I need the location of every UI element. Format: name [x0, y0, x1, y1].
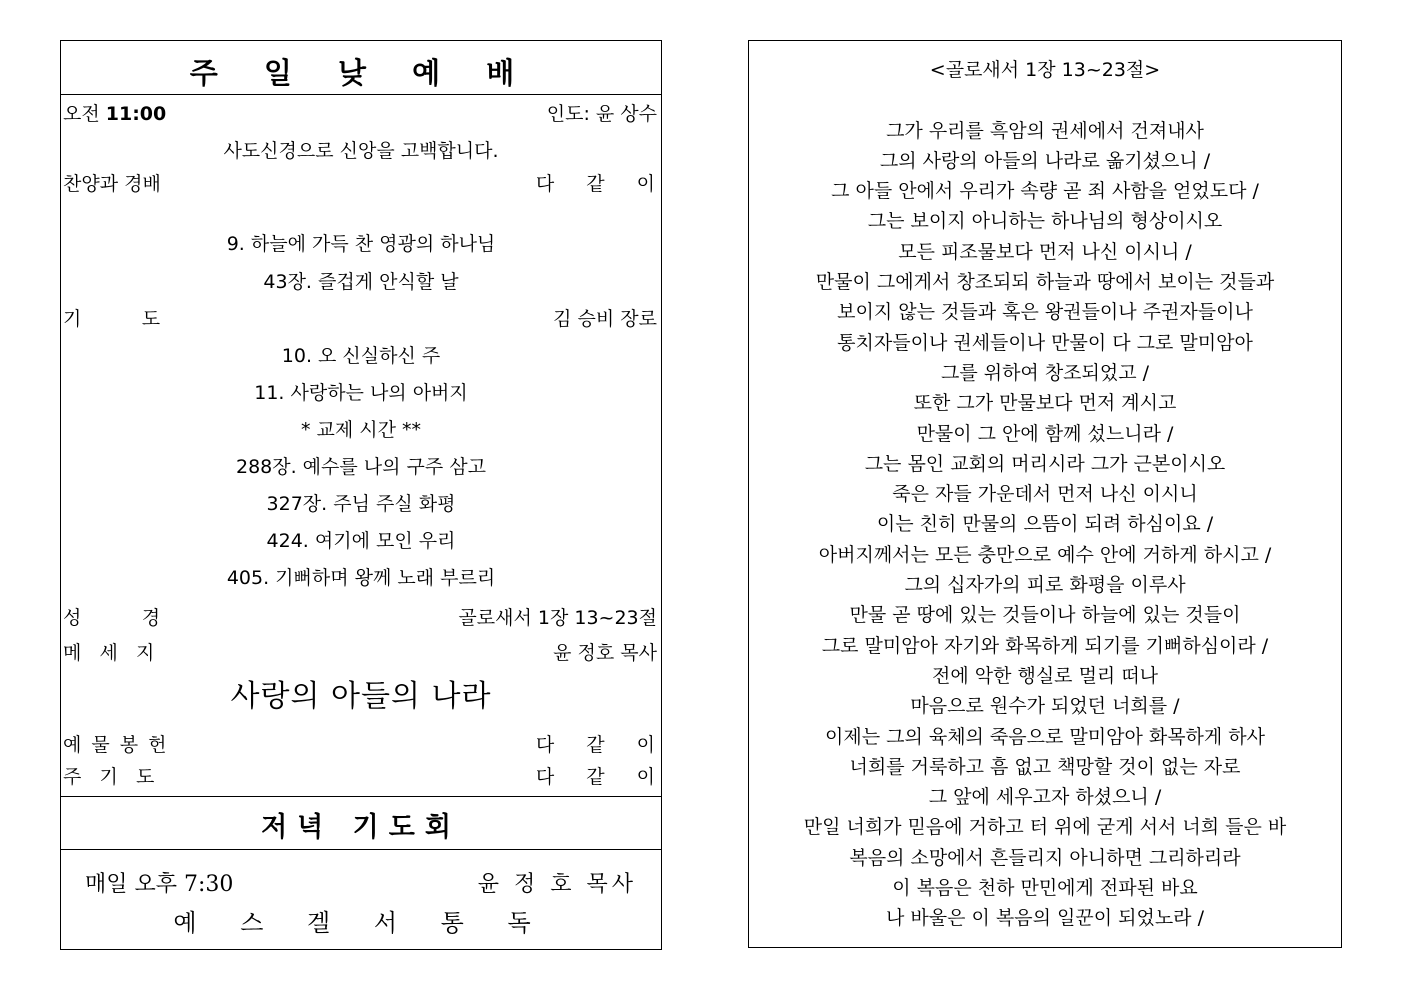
- verse-line: 전에 악한 행실로 멀리 떠나: [931, 664, 1159, 687]
- evening-prayer-title: 저녁 기도회: [261, 812, 461, 843]
- scripture-panel: [748, 40, 1342, 948]
- evening-schedule: 매일 오후 7:30: [85, 872, 234, 897]
- verse-line: 그는 보이지 아니하는 하나님의 형상이시오: [867, 210, 1223, 233]
- song-item: 10. 오 신실하신 주: [281, 345, 441, 367]
- lords-prayer-label: 주 기 도: [63, 766, 155, 788]
- bible-reading: 예 스 겔 서 통 독: [173, 909, 549, 937]
- scripture-ref: 골로새서 1장 13~23절: [458, 607, 657, 629]
- offering-who: 다 같 이: [535, 734, 657, 756]
- song-item: 424. 여기에 모인 우리: [266, 530, 456, 552]
- evening-leader: 윤 정 호 목사: [477, 872, 637, 897]
- song-item: 405. 기뻐하며 왕께 노래 부르리: [226, 567, 496, 589]
- scripture-text: [749, 55, 1341, 934]
- verse-line: 이제는 그의 육체의 죽음으로 말미암아 화목하게 하사: [824, 725, 1266, 748]
- verse-line: 그는 몸인 교회의 머리시라 그가 근본이시오: [864, 452, 1226, 475]
- verse-line: 그가 우리를 흑암의 권세에서 건져내사: [886, 119, 1204, 142]
- verse-line: 그로 말미암아 자기와 화목하게 되기를 기뻐하심이라 /: [821, 634, 1269, 657]
- spacer: [749, 85, 1341, 115]
- creed-line: 사도신경으로 신앙을 고백합니다.: [223, 140, 499, 162]
- verse-line: 그를 위하여 창조되었고 /: [940, 361, 1150, 384]
- prayer-row: [61, 304, 661, 334]
- fellowship-time: * 교제 시간 **: [300, 419, 422, 441]
- song-item: 288장. 예수를 나의 구주 삼고: [235, 456, 486, 478]
- morning-service-title: 주 일 낮 예 배: [189, 56, 533, 90]
- preacher: 윤 정호 목사: [553, 642, 657, 664]
- worship-label: 찬양과 경배: [63, 173, 161, 195]
- verse-line: 그 아들 안에서 우리가 속량 곧 죄 사함을 얻었도다 /: [831, 180, 1259, 203]
- divider: [61, 94, 661, 95]
- verse-line: 복음의 소망에서 흔들리지 아니하면 그리하리라: [849, 846, 1241, 869]
- verse-line: 만물이 그 안에 함께 섰느니라 /: [916, 422, 1174, 445]
- offering-label: 예 물 봉 헌: [63, 734, 169, 756]
- song-item: 11. 사랑하는 나의 아버지: [254, 382, 468, 404]
- message-label: 메 세 지: [63, 642, 155, 664]
- service-order-panel: [60, 40, 662, 950]
- verse-line: 너희를 거룩하고 흠 없고 책망할 것이 없는 자로: [849, 755, 1241, 778]
- song-item: 43장. 즐겁게 안식할 날: [263, 271, 459, 293]
- verse-line: 보이지 않는 것들과 혹은 왕권들이나 주권자들이나: [837, 301, 1253, 324]
- scripture-heading: <골로새서 1장 13~23절>: [929, 59, 1161, 81]
- verse-line: 아버지께서는 모든 충만으로 예수 안에 거하게 하시고 /: [818, 543, 1272, 566]
- verse-line: 만일 너희가 믿음에 거하고 터 위에 굳게 서서 너희 들은 바: [803, 816, 1287, 839]
- divider: [61, 849, 661, 850]
- song-item: 9. 하늘에 가득 찬 영광의 하나님: [226, 233, 496, 255]
- verse-line: 이 복음은 천하 만민에게 전파된 바요: [892, 877, 1198, 900]
- verse-line: 또한 그가 만물보다 먼저 계시고: [913, 392, 1177, 415]
- service-time-row: [61, 99, 661, 129]
- verse-line: 마음으로 원수가 되었던 너희를 /: [910, 695, 1180, 718]
- lords-prayer-who: 다 같 이: [535, 766, 657, 788]
- prayer-who: 김 승비 장로: [553, 308, 657, 330]
- message-row: [61, 638, 661, 668]
- leader-text: 인도: 윤 상수: [546, 103, 657, 125]
- verse-line: 만물이 그에게서 창조되되 하늘과 땅에서 보이는 것들과: [815, 271, 1275, 294]
- verse-line: 모든 피조물보다 먼저 나신 이시니 /: [898, 240, 1192, 263]
- verse-line: 죽은 자들 가운데서 먼저 나신 이시니: [892, 483, 1198, 506]
- scripture-label: 성 경: [63, 607, 161, 629]
- worship-who: 다 같 이: [535, 173, 657, 195]
- scripture-row: [61, 603, 661, 633]
- worship-row: [61, 169, 661, 199]
- verse-line: 이는 친히 만물의 으뜸이 되려 하심이요 /: [876, 513, 1214, 536]
- sermon-title: 사랑의 아들의 나라: [230, 679, 492, 714]
- time-value: 11:00: [105, 103, 167, 125]
- time-label: 오전: [63, 103, 100, 125]
- verse-line: 만물 곧 땅에 있는 것들이나 하늘에 있는 것들이: [849, 604, 1241, 627]
- verse-line: 그 앞에 세우고자 하셨으니 /: [928, 786, 1162, 809]
- offering-row: [61, 730, 661, 760]
- verse-line: 나 바울은 이 복음의 일꾼이 되었노라 /: [886, 907, 1204, 930]
- verse-line: 그의 십자가의 피로 화평을 이루사: [904, 574, 1186, 597]
- prayer-label: 기 도: [63, 308, 161, 330]
- verse-line: 통치자들이나 권세들이나 만물이 다 그로 말미암아: [837, 331, 1253, 354]
- lords-prayer-row: [61, 762, 661, 792]
- divider: [61, 796, 661, 797]
- verse-line: 그의 사랑의 아들의 나라로 옮기셨으니 /: [879, 149, 1211, 172]
- song-item: 327장. 주님 주실 화평: [266, 493, 456, 515]
